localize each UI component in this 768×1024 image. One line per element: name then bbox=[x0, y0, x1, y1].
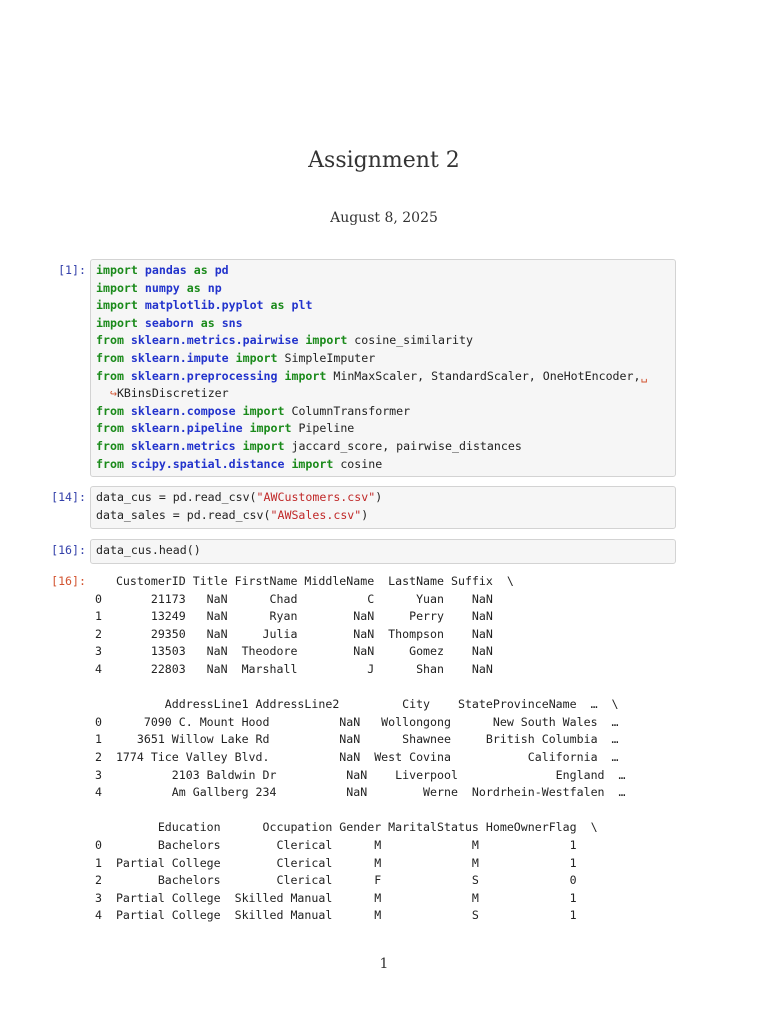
code-token: import bbox=[242, 438, 285, 453]
code-token: sklearn.pipeline bbox=[130, 421, 243, 436]
code-token: sklearn.preprocessing bbox=[130, 368, 278, 383]
code-token: data_cus = pd.read_csv( bbox=[96, 490, 257, 504]
code-token: import bbox=[235, 350, 278, 365]
page-number: 1 bbox=[379, 956, 389, 972]
code-token: as bbox=[270, 298, 285, 313]
code-token: pd bbox=[214, 263, 229, 277]
code-token: from bbox=[96, 403, 124, 418]
code-token: ␣ bbox=[640, 368, 648, 383]
output-line: 4 Partial College Skilled Manual M S 1 bbox=[95, 908, 577, 923]
output-line: 3 13503 NaN Theodore NaN Gomez NaN bbox=[95, 644, 493, 659]
code-token: sns bbox=[221, 315, 243, 330]
code-token: import bbox=[305, 333, 348, 348]
code-token: from bbox=[96, 421, 124, 436]
code-token: from bbox=[96, 350, 124, 365]
code-token: import bbox=[284, 368, 327, 383]
code-cell-read-csv[interactable] bbox=[90, 486, 676, 529]
code-token: ) bbox=[375, 490, 383, 504]
code-token: scipy.spatial.distance bbox=[130, 456, 285, 471]
code-token: cosine_similarity bbox=[347, 333, 473, 348]
output-line: AddressLine1 AddressLine2 City StateProvinceName … \ bbox=[95, 697, 619, 712]
code-cell-imports[interactable] bbox=[90, 259, 676, 477]
code-token: import bbox=[249, 421, 292, 436]
code-token: as bbox=[193, 263, 208, 277]
code-cell-head[interactable] bbox=[90, 539, 676, 564]
code-token: sklearn.metrics.pairwise bbox=[130, 333, 299, 348]
code-line bbox=[96, 368, 675, 386]
code-line bbox=[96, 350, 675, 368]
code-line bbox=[96, 420, 675, 438]
output-line: 3 Partial College Skilled Manual M M 1 bbox=[95, 890, 577, 905]
code-token bbox=[236, 439, 243, 453]
code-token: "AWCustomers.csv" bbox=[256, 490, 376, 504]
cell-1-prompt: [1]: bbox=[58, 263, 86, 277]
code-line bbox=[96, 385, 675, 403]
code-token bbox=[124, 421, 131, 435]
code-line bbox=[96, 438, 675, 456]
code-token: pandas bbox=[144, 263, 187, 277]
code-line bbox=[96, 332, 675, 350]
code-token: np bbox=[207, 280, 222, 295]
code-token: as bbox=[200, 315, 215, 330]
output-line: CustomerID Title FirstName MiddleName LastName Suffix \ bbox=[95, 574, 514, 588]
code-token bbox=[124, 333, 131, 347]
output-line: 4 22803 NaN Marshall J Shan NaN bbox=[95, 661, 493, 676]
code-token bbox=[208, 263, 215, 277]
output-16-prompt: [16]: bbox=[51, 574, 86, 588]
code-token: data_sales = pd.read_csv( bbox=[96, 507, 271, 522]
code-token bbox=[124, 404, 131, 418]
code-token bbox=[215, 316, 222, 330]
code-token: sklearn.metrics bbox=[130, 438, 236, 453]
output-line: 1 3651 Willow Lake Rd NaN Shawnee British Columbia … bbox=[95, 732, 619, 747]
code-token bbox=[124, 457, 131, 471]
code-token: SimpleImputer bbox=[277, 350, 376, 365]
code-token: as bbox=[186, 280, 201, 295]
code-token: jaccard_score, pairwise_distances bbox=[284, 438, 522, 453]
output-line: 0 Bachelors Clerical M M 1 bbox=[95, 837, 577, 852]
dataframe-output bbox=[95, 573, 625, 925]
code-token bbox=[243, 421, 250, 435]
cell-16-prompt: [16]: bbox=[51, 543, 86, 557]
document-date: August 8, 2025 bbox=[330, 210, 438, 226]
code-line bbox=[96, 280, 675, 298]
code-token bbox=[180, 281, 187, 295]
code-token: from bbox=[96, 456, 124, 471]
output-line: 3 2103 Baldwin Dr NaN Liverpool England … bbox=[95, 767, 626, 782]
output-line: Education Occupation Gender MaritalStatus HomeOwnerFlag \ bbox=[95, 820, 598, 835]
output-line: 2 29350 NaN Julia NaN Thompson NaN bbox=[95, 626, 493, 641]
code-token: import bbox=[96, 315, 138, 330]
code-line bbox=[96, 297, 675, 315]
output-line: 1 13249 NaN Ryan NaN Perry NaN bbox=[95, 609, 493, 624]
code-token: ColumnTransformer bbox=[284, 403, 411, 418]
code-token bbox=[229, 351, 236, 365]
output-line: 0 7090 C. Mount Hood NaN Wollongong New South Wales … bbox=[95, 714, 619, 729]
code-token: sklearn.compose bbox=[130, 403, 236, 418]
code-token: MinMaxScaler, StandardScaler, OneHotEncoder, bbox=[326, 368, 641, 383]
code-token bbox=[236, 404, 243, 418]
code-token: ) bbox=[361, 507, 369, 522]
code-token bbox=[138, 281, 145, 295]
code-token: import bbox=[96, 298, 138, 313]
code-token bbox=[194, 316, 201, 330]
output-line: 2 Bachelors Clerical F S 0 bbox=[95, 873, 577, 888]
code-line bbox=[96, 315, 675, 333]
code-line bbox=[96, 403, 675, 421]
code-token: KBinsDiscretizer bbox=[116, 386, 229, 401]
code-token: cosine bbox=[333, 456, 383, 471]
code-token: numpy bbox=[144, 280, 180, 295]
code-line bbox=[96, 542, 675, 560]
code-line bbox=[96, 262, 675, 280]
output-line: 1 Partial College Clerical M M 1 bbox=[95, 855, 577, 870]
code-token bbox=[138, 316, 145, 330]
code-token bbox=[138, 298, 145, 312]
code-token bbox=[124, 369, 131, 383]
code-token: from bbox=[96, 333, 124, 348]
code-token: plt bbox=[291, 298, 313, 313]
code-token: import bbox=[291, 456, 334, 471]
output-line bbox=[95, 802, 625, 820]
code-token: Pipeline bbox=[291, 421, 355, 436]
code-token: sklearn.impute bbox=[130, 350, 229, 365]
code-token: import bbox=[96, 263, 138, 277]
code-token: data_cus.head() bbox=[96, 543, 201, 557]
code-token: import bbox=[96, 280, 138, 295]
code-token: "AWSales.csv" bbox=[270, 507, 362, 522]
output-line bbox=[95, 679, 625, 697]
code-line bbox=[96, 507, 675, 525]
code-token: seaborn bbox=[144, 315, 194, 330]
code-token: from bbox=[96, 438, 124, 453]
code-token bbox=[201, 281, 208, 295]
output-line: 2 1774 Tice Valley Blvd. NaN West Covina California … bbox=[95, 749, 619, 764]
output-line: 4 Am Gallberg 234 NaN Werne Nordrhein-Westfalen … bbox=[95, 785, 626, 800]
code-token: matplotlib.pyplot bbox=[144, 298, 264, 313]
code-line bbox=[96, 456, 675, 474]
code-token bbox=[264, 298, 271, 312]
cell-14-prompt: [14]: bbox=[51, 490, 86, 504]
code-token bbox=[138, 263, 145, 277]
code-token: from bbox=[96, 368, 124, 383]
output-line: 0 21173 NaN Chad C Yuan NaN bbox=[95, 591, 493, 606]
code-token bbox=[124, 439, 131, 453]
document-title: Assignment 2 bbox=[308, 148, 460, 173]
code-token: ↪ bbox=[96, 386, 117, 401]
code-line bbox=[96, 489, 675, 507]
code-token: import bbox=[242, 403, 285, 418]
code-token bbox=[187, 263, 194, 277]
code-token bbox=[124, 351, 131, 365]
